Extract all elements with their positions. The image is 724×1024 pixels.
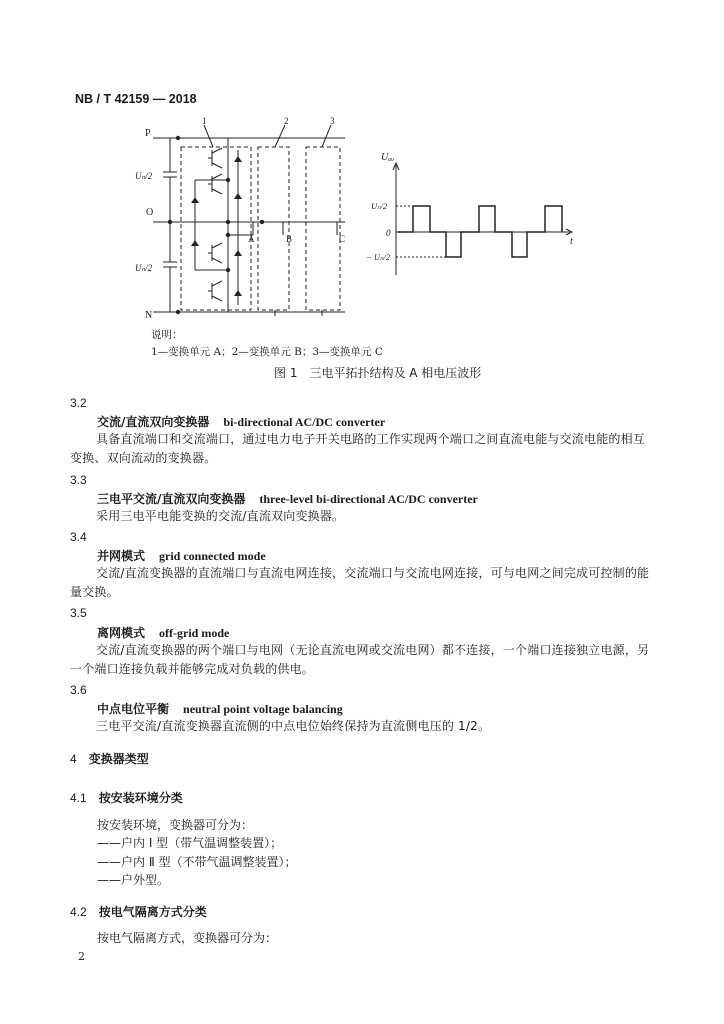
list-item: ——户外型。 (97, 873, 170, 887)
term-en: neutral point voltage balancing (183, 702, 343, 716)
section-number-3-5: 3.5 (70, 606, 87, 620)
heading-number: 4 (70, 752, 77, 766)
label-half-voltage-top: Uₙ/2 (135, 171, 153, 181)
unit-number-2: 2 (284, 116, 289, 126)
label-p: P (145, 128, 151, 139)
phase-voltage-waveform (393, 163, 572, 275)
figure-1 (0, 0, 724, 330)
heading-number: 4.2 (70, 905, 87, 919)
term-en: bi-directional AC/DC converter (223, 415, 386, 429)
page-number: 2 (78, 950, 85, 963)
phase-label-a: A (248, 234, 255, 244)
intro-4-1: 按安装环境，变换器可分为： (97, 818, 254, 832)
section-number-3-4: 3.4 (70, 530, 87, 544)
heading-title: 按安装环境分类 (98, 791, 183, 805)
heading-4 (70, 750, 149, 767)
term-zh: 交流/直流双向变换器 (97, 415, 210, 429)
phase-label-b: B (286, 234, 293, 244)
figure-caption: 图 1 三电平拓扑结构及 A 相电压波形 (274, 366, 482, 380)
definition-3-5: 交流/直流变换器的两个端口与电网（无论直流电网或交流电网）都不连接，一个端口连接独立电源，另一个端口连接负载并能够完成对负载的供电。 (70, 643, 650, 676)
section-number-3-3: 3.3 (70, 473, 87, 487)
heading-title: 变换器类型 (88, 752, 149, 766)
definition-3-3: 采用三电平电能变换的交流/直流双向变换器。 (96, 509, 345, 523)
heading-number: 4.1 (70, 791, 87, 805)
section-number-3-6: 3.6 (70, 683, 87, 697)
heading-title: 按电气隔离方式分类 (98, 905, 207, 919)
term-3-3 (97, 490, 478, 507)
section-number-3-2: 3.2 (70, 396, 87, 410)
intro-4-2: 按电气隔离方式，变换器可分为： (97, 931, 278, 945)
term-3-2 (97, 413, 385, 430)
wave-plus-label: Uₙ/2 (371, 201, 388, 211)
definition-3-4: 交流/直流变换器的直流端口与直流电网连接，交流端口与交流电网连接，可与电网之间完成可控制的能量交换。 (70, 566, 650, 599)
wave-zero-label: 0 (386, 228, 391, 238)
label-half-voltage-bottom: Uₙ/2 (135, 263, 153, 273)
label-n: N (145, 310, 153, 321)
unit-number-1: 1 (202, 116, 207, 126)
term-en: grid connected mode (159, 549, 266, 563)
wave-y-label: Uₐₒ (381, 152, 395, 163)
term-3-4 (97, 547, 266, 564)
wave-minus-label: − Uₙ/2 (366, 252, 390, 262)
igbt-switch-icon (208, 148, 222, 301)
term-3-5 (97, 624, 229, 641)
circuit-diagram (153, 125, 345, 316)
term-en: off-grid mode (159, 626, 230, 640)
legend-items: 1—变换单元 A；2—变换单元 B；3—变换单元 C (151, 346, 383, 358)
heading-4-1 (70, 789, 183, 806)
term-zh: 并网模式 (97, 549, 146, 563)
term-3-6 (97, 700, 343, 717)
label-o: O (146, 207, 154, 218)
standard-code: NB / T 42159 — 2018 (75, 92, 197, 106)
term-en: three-level bi-directional AC/DC converter (259, 492, 478, 506)
definition-3-2: 具备直流端口和交流端口，通过电力电子开关电路的工作实现两个端口之间直流电能与交流电能的相互变换、双向流动的变换器。 (70, 432, 646, 465)
term-zh: 中点电位平衡 (97, 702, 170, 716)
definition-3-6: 三电平交流/直流变换器直流侧的中点电位始终保持为直流侧电压的 1/2。 (96, 719, 491, 733)
list-item: ——户内 Ⅱ 型（不带气温调整装置）； (97, 855, 297, 869)
unit-number-3: 3 (330, 116, 335, 126)
legend-title: 说明： (151, 329, 183, 341)
phase-label-c: C (339, 234, 346, 244)
junction-dots (168, 136, 264, 314)
heading-4-2 (70, 903, 207, 920)
term-zh: 三电平交流/直流双向变换器 (97, 492, 246, 506)
wave-t-label: t (570, 236, 573, 247)
term-zh: 离网模式 (97, 626, 146, 640)
list-item: ——户内 Ⅰ 型（带气温调整装置）； (97, 836, 283, 850)
